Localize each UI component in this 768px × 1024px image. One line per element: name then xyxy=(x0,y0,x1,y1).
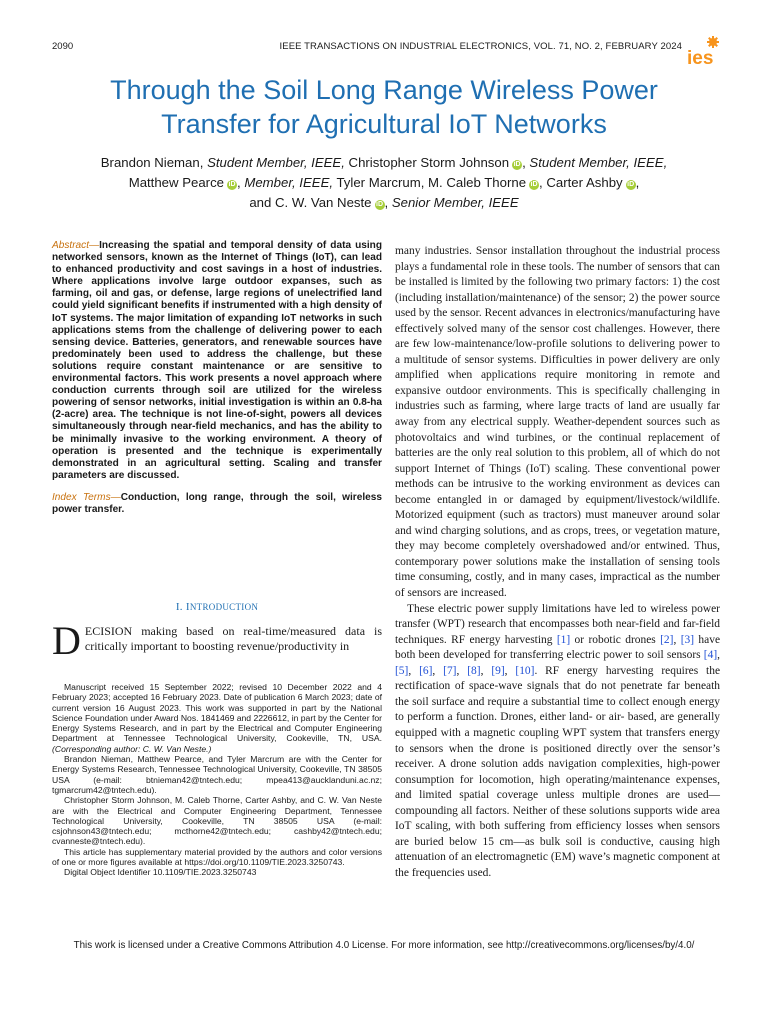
drop-cap: D xyxy=(52,618,81,663)
author-role: Member, IEEE, xyxy=(244,175,334,190)
author-list: Brandon Nieman, Student Member, IEEE, Christopher Storm Johnson iD , Student Member, IEEE, Matthew Pearce iD , Member, IEEE, Tyler Marcrum, M. Caleb Thorne iD , Carter Ashby iD , and C. W. Van Neste iD , Senior Member, IEEE xyxy=(100,155,668,210)
footnote-affiliation-2: Christopher Storm Johnson, M. Caleb Thorne, Carter Ashby, and C. W. Van Neste are with the Electrical and Computer Engineering Department, Tennessee Technological University, Cookeville, TN 38505 USA (e-mail: csjohnson43@tntech.edu; mcthorne42@tntech.edu; cashby42@tntech.edu; cvanneste@tntech.edu). xyxy=(52,795,382,847)
orcid-icon[interactable]: iD xyxy=(376,201,383,208)
abstract-text: Increasing the spatial and temporal density of data using networked sensors, known as the Internet of Things (IoT), can lead to enhanced productivity and cost savings in a host of industries. Where applications involve large outdoor expanses, such as farming, oil and gas, or defense, large regions of unelectrified land could yield significant benefits if instrumented with a high density of IoT systems. The major limitation of expanding IoT networks in such applications stems from the challenge of delivering power to each sensing device. Batteries, generators, and renewable sources have predominately been used to address the challenge, but these solutions require constant maintenance or are sensitive to environmental factors. This work presents a novel approach where conduction currents through soil are utilized for the wireless powering of sensor networks, initial investigation is within an 0.8-ha (2-acre) area. The technique is not line-of-sight, powers all devices simultaneously through near-field mechanics, and has the ability to be minimally invasive to the working environment. A theory of operation is presented and the technique is experimentally demonstrated in an agricultural setting. Scaling and transfer parameters are discussed. xyxy=(52,240,382,481)
orcid-icon[interactable]: iD xyxy=(513,161,521,168)
intro-first-paragraph xyxy=(52,618,382,663)
intro-paragraph-1: many industries. Sensor installation throughout the industrial process plays a fundamental role in these tools. The number of sensors that can be installed is limited by the following two primary factors: 1) the cost (including installation/maintenance) of the sensor; 2) the power source used by the sensor. Recent advances in electronics/manufacturing have effectively solved many of the sensor cost challenges. However, there are few low-maintenance/low-profile solutions to delivering power to a multitude of sensor systems. Difficulties in power delivery are only amplified when applications require monitoring in remote and expansive outdoor environments. This is specifically challenging in industries such as farming, where large tracts of land are usually far away from any electrical supply. Weather-dependent sources such as photovoltaics and wind turbines, or the continual replacement of batteries are the only real solution to this problem, all of which do not support Internet of Things (IoT) scaling. These conventional power methods can be intrusive to the working environment as devices can become entangled in or damaged by equipment/livestock/wildlife. Motorized equipment (such as tractors) must maneuver around solar and wind charging solutions, and as crops, trees, or vegetation mature, they may become completely overshadowed and/or entwined. Thus, contemporary power solutions make the installation of sensing tools time consuming, costly, and in many cases, impractical as the number of sensors are increased. xyxy=(395,245,720,600)
citation-link[interactable]: [9] xyxy=(491,664,505,677)
author-role: Student Member, IEEE, xyxy=(207,155,345,170)
index-terms-text: Conduction, long range, through the soil, wireless power transfer. xyxy=(52,491,382,515)
journal-header: IEEE TRANSACTIONS ON INDUSTRIAL ELECTRONICS, VOL. 71, NO. 2, FEBRUARY 2024 xyxy=(279,41,682,52)
footnote-doi: Digital Object Identifier 10.1109/TIE.2023.3250743 xyxy=(64,867,257,878)
author-name: Christopher Storm Johnson xyxy=(348,155,510,170)
paper-title xyxy=(40,73,728,141)
orcid-icon[interactable]: iD xyxy=(228,181,236,188)
citation-link[interactable]: [6] xyxy=(419,664,433,677)
citation-link[interactable]: [4] xyxy=(703,649,718,662)
author-name: Brandon Nieman, xyxy=(100,155,204,170)
ies-logo xyxy=(686,36,722,66)
index-terms xyxy=(52,492,382,516)
author-name: Carter Ashby xyxy=(546,175,623,190)
section-heading-rest: NTRODUCTION xyxy=(189,602,259,612)
footnote-affiliation-1: Brandon Nieman, Matthew Pearce, and Tyler Marcrum are with the Center for Energy Systems Research, Tennessee Technological University, Cookeville, TN 38505 USA (e-mail: btnieman42@tntech.edu; mpea413@aucklanduni.ac.nz; tgmarcrum42@tntech.edu). xyxy=(52,754,382,795)
abstract-section xyxy=(52,240,382,516)
author-role: Student Member, IEEE, xyxy=(529,155,668,170)
introduction-body xyxy=(395,244,720,881)
author-role: Senior Member, IEEE xyxy=(391,195,519,210)
intro-paragraph-2: These electric power supply limitations have led to wireless power transfer (WPT) research that encompasses both near-field and far-field techniques. RF energy harvesting [1] or robotic drones [2], [3] have both been developed for transferring electric power to soil sensors [4], [5], [6], [7], [8], [9], [10]. RF energy harvesting requires the rectification of space-wave signals that do not penetrate far beneath the soil surface and require a substantial time to collect enough energy to perform a function. Drones, either land- or air- based, are generally equipped with a magnetic coupling WPT system that transfers energy to sensors when the drone is positioned directly over the sensor’s receiver. A drone solution adds navigation complexities, high-power consumption for locomotion, high operating/maintenance expenses, and limited spatial coverage unless multiple drones are used—compounding all factors. Neither of these solutions supports wide area IoT scaling, with both suffering from efficiency losses when sensors are buried below 15 cm—as bulk soil is conductive, causing high attenuation of an electromagnetic (EM) wave’s magnetic component at the frequencies used. xyxy=(395,602,721,879)
section-heading-introduction xyxy=(52,601,382,613)
footnote-supplementary: This article has supplementary material provided by the authors and color versions of one or more figures available at https://doi.org/10.1109/TIE.2023.3250743. xyxy=(52,846,382,868)
title-line-1: Through the Soil Long Range Wireless Power xyxy=(110,75,658,105)
citation-link[interactable]: [10] xyxy=(515,664,535,677)
abstract-label: Abstract— xyxy=(52,240,100,251)
citation-link[interactable]: [8] xyxy=(467,664,481,677)
page-number: 2090 xyxy=(52,41,74,52)
logo-text: ies xyxy=(687,48,714,66)
orcid-icon[interactable]: iD xyxy=(627,181,635,188)
author-name: and C. W. Van Neste xyxy=(249,195,372,210)
citation-link[interactable]: [7] xyxy=(443,664,457,677)
author-name: Matthew Pearce xyxy=(128,175,224,190)
citation-link[interactable]: [2] xyxy=(660,633,674,646)
footnote-received-text: Manuscript received 15 September 2022; revised 10 December 2022 and 4 February 2023; accepted 16 February 2023. Date of publication 6 March 2023; date of current version 16 August 2023. This work was supported in part by the National Science Foundation under Award Nos. 1841469 and 2226612, in part by the Center for Energy Systems Research, and in part by the Electrical and Computer Engineering Department at Tennessee Technological University, Cookeville, TN, USA. xyxy=(52,682,382,744)
citation-link[interactable]: [5] xyxy=(395,664,409,677)
author-name: Tyler Marcrum, M. Caleb Thorne xyxy=(336,175,527,190)
abstract xyxy=(52,240,382,482)
section-numeral: I. xyxy=(175,601,183,613)
intro-first-text: ECISION making based on real-time/measured data is critically important to boosting revenue/productivity in xyxy=(84,624,382,653)
orcid-icon[interactable]: iD xyxy=(530,181,538,188)
citation-link[interactable]: [1] xyxy=(556,633,571,646)
footnotes xyxy=(52,682,382,878)
footnote-received xyxy=(52,682,382,754)
index-terms-label: Index Terms— xyxy=(52,491,121,503)
citation-link[interactable]: [3] xyxy=(680,633,695,646)
section-heading-initial: I xyxy=(185,601,190,613)
title-line-2: Transfer for Agricultural IoT Networks xyxy=(161,109,607,139)
license-notice: This work is licensed under a Creative Commons Attribution 4.0 License. For more information, see http://creativecommons.org/licenses/by/4.0/ xyxy=(73,940,695,951)
corresponding-author: (Corresponding author: C. W. Van Neste.) xyxy=(52,743,212,754)
